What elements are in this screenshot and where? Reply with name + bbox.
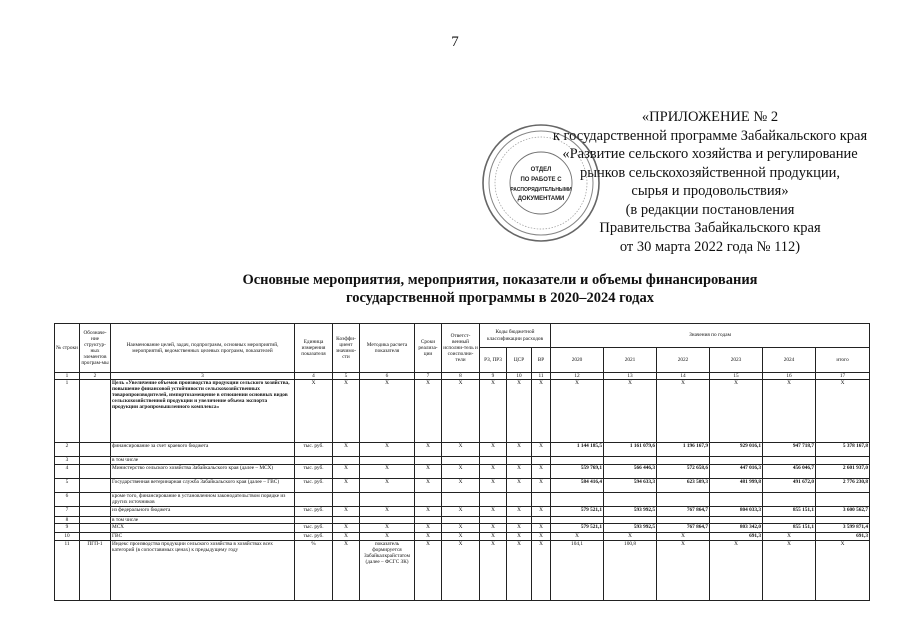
rz-code	[480, 493, 507, 507]
unit: тыс. руб.	[295, 507, 333, 517]
row-name: в том числе	[111, 517, 295, 524]
rz-code: Х	[480, 380, 507, 443]
row-number: 9	[55, 524, 80, 533]
structure-code	[80, 443, 111, 457]
csr-code: Х	[507, 541, 532, 601]
responsible	[442, 457, 480, 465]
table-row	[55, 493, 870, 507]
column-number: 1	[55, 373, 80, 380]
appendix-line: «ПРИЛОЖЕНИЕ № 2	[641, 109, 779, 125]
column-number: 9	[480, 373, 507, 380]
value-total: 5 378 167,8	[816, 443, 870, 457]
table-row	[55, 541, 870, 601]
table-row	[55, 533, 870, 541]
title-line: государственной программы в 2020–2024 годах	[346, 290, 654, 306]
value-year: 593 992,5	[604, 524, 657, 533]
value-year: Х	[551, 380, 604, 443]
unit: тыс. руб.	[295, 479, 333, 493]
appendix-line: рынков сельскохозяйственной продукции,	[580, 164, 840, 181]
table-row	[55, 465, 870, 479]
column-number: 2	[80, 373, 111, 380]
responsible: Х	[442, 380, 480, 443]
unit: тыс. руб.	[295, 524, 333, 533]
header-name: Наименование целей, задач, подпрограмм, основных мероприятий, мероприятий, ведомственных целевых программ, показателей	[111, 324, 295, 373]
row-name: Индекс производства продукции сельского хозяйства в хозяйствах всех категорий (в сопоставимых ценах) к предыдущему году	[111, 541, 295, 601]
value-year: Х	[604, 533, 657, 541]
value-total	[816, 457, 870, 465]
value-year: Х	[763, 380, 816, 443]
row-number: 6	[55, 493, 80, 507]
table-row	[55, 457, 870, 465]
value-year	[551, 457, 604, 465]
csr-code: Х	[507, 465, 532, 479]
unit: Х	[295, 380, 333, 443]
csr-code: Х	[507, 507, 532, 517]
header-year: 2023	[710, 348, 763, 373]
structure-code: ПГП-1	[80, 541, 111, 601]
unit	[295, 493, 333, 507]
value-year	[657, 517, 710, 524]
header-term: Сроки реализа-ции	[415, 324, 442, 373]
value-year	[551, 517, 604, 524]
vr-code: Х	[532, 443, 551, 457]
value-year: 855 151,1	[763, 507, 816, 517]
value-total: Х	[816, 380, 870, 443]
coefficient: Х	[333, 533, 360, 541]
column-number: 10	[507, 373, 532, 380]
value-year: 579 521,1	[551, 507, 604, 517]
row-number: 1	[55, 380, 80, 443]
row-number: 2	[55, 443, 80, 457]
row-number: 4	[55, 465, 80, 479]
header-vr: ВР	[532, 348, 551, 373]
value-total: 2 601 937,0	[816, 465, 870, 479]
csr-code	[507, 457, 532, 465]
header-budget-codes: Коды бюджетной классификации расходов	[480, 324, 551, 348]
value-year	[604, 493, 657, 507]
method: Х	[360, 507, 415, 517]
value-year: Х	[763, 541, 816, 601]
header-responsible: Ответст-венный исполни-тель и соисполни-тели	[442, 324, 480, 373]
term: Х	[415, 479, 442, 493]
value-year: 584 416,4	[551, 479, 604, 493]
coefficient: Х	[333, 541, 360, 601]
value-year: 593 992,5	[604, 507, 657, 517]
row-name: финансирование за счет краевого бюджета	[111, 443, 295, 457]
value-year	[657, 493, 710, 507]
structure-code	[80, 533, 111, 541]
row-number: 8	[55, 517, 80, 524]
csr-code: Х	[507, 524, 532, 533]
value-year: Х	[657, 533, 710, 541]
value-year: Х	[551, 533, 604, 541]
value-year: 572 658,6	[657, 465, 710, 479]
unit: тыс. руб.	[295, 533, 333, 541]
header-code: Обозначе-ние структур-ных элементов програм-мы	[80, 324, 111, 373]
header-year: 2020	[551, 348, 604, 373]
value-year: 579 521,1	[551, 524, 604, 533]
header-rz: РЗ, ПР3	[480, 348, 507, 373]
method: Х	[360, 380, 415, 443]
value-year: 594 633,3	[604, 479, 657, 493]
vr-code: Х	[532, 507, 551, 517]
value-year: 691,3	[710, 533, 763, 541]
column-numbers-row	[55, 373, 870, 380]
csr-code	[507, 517, 532, 524]
table-row	[55, 517, 870, 524]
value-year: 104,1	[551, 541, 604, 601]
structure-code	[80, 479, 111, 493]
table-row	[55, 380, 870, 443]
stamp-text: ПО РАБОТЕ С	[520, 177, 562, 183]
rz-code: Х	[480, 541, 507, 601]
value-year: Х	[604, 380, 657, 443]
value-year: 100,8	[604, 541, 657, 601]
csr-code	[507, 493, 532, 507]
column-number: 15	[710, 373, 763, 380]
vr-code: Х	[532, 533, 551, 541]
term: Х	[415, 380, 442, 443]
value-year: 1 196 167,9	[657, 443, 710, 457]
value-year	[604, 457, 657, 465]
term	[415, 517, 442, 524]
value-year: 566 446,3	[604, 465, 657, 479]
header-method: Методика расчета показателя	[360, 324, 415, 373]
row-number: 3	[55, 457, 80, 465]
column-number: 12	[551, 373, 604, 380]
vr-code: Х	[532, 479, 551, 493]
rz-code: Х	[480, 524, 507, 533]
column-number: 11	[532, 373, 551, 380]
value-year: 1 144 185,5	[551, 443, 604, 457]
value-year: 447 016,3	[710, 465, 763, 479]
csr-code: Х	[507, 443, 532, 457]
vr-code: Х	[532, 524, 551, 533]
term: Х	[415, 465, 442, 479]
title-line: Основные мероприятия, мероприятия, показатели и объемы финансирования	[242, 272, 758, 288]
column-number: 17	[816, 373, 870, 380]
rz-code	[480, 517, 507, 524]
column-number: 16	[763, 373, 816, 380]
row-name: в том числе	[111, 457, 295, 465]
value-year: 767 864,7	[657, 524, 710, 533]
coefficient: Х	[333, 380, 360, 443]
structure-code	[80, 465, 111, 479]
method: Х	[360, 479, 415, 493]
value-year: 456 046,7	[763, 465, 816, 479]
coefficient	[333, 517, 360, 524]
table-row	[55, 443, 870, 457]
column-number: 14	[657, 373, 710, 380]
term: Х	[415, 541, 442, 601]
value-year: 481 999,8	[710, 479, 763, 493]
responsible: Х	[442, 507, 480, 517]
table-row	[55, 524, 870, 533]
value-year	[604, 517, 657, 524]
appendix-line: к государственной программе Забайкальского края	[552, 127, 868, 144]
table-row	[55, 507, 870, 517]
row-name: МСХ	[111, 524, 295, 533]
rz-code: Х	[480, 533, 507, 541]
term	[415, 493, 442, 507]
row-number: 10	[55, 533, 80, 541]
value-year	[763, 517, 816, 524]
row-name: Цель «Увеличение объемов производства продукции сельского хозяйства, повышение финансовой устойчивости сельскохозяйственных товаропроизводителей, импортозамещение в отношении основных видов сельскохозяйственной продукции и увеличение объема экспорта продукции агропромышленного комплекса»	[111, 380, 295, 443]
unit: %	[295, 541, 333, 601]
header-csr: ЦСР	[507, 348, 532, 373]
row-number: 7	[55, 507, 80, 517]
vr-code: Х	[532, 380, 551, 443]
method	[360, 457, 415, 465]
coefficient	[333, 457, 360, 465]
responsible	[442, 493, 480, 507]
appendix-line: (в редакции постановления	[625, 201, 795, 218]
term: Х	[415, 507, 442, 517]
coefficient: Х	[333, 465, 360, 479]
structure-code	[80, 457, 111, 465]
header-year: 2024	[763, 348, 816, 373]
rz-code: Х	[480, 465, 507, 479]
responsible: Х	[442, 465, 480, 479]
header-unit: Единица измерения показателя	[295, 324, 333, 373]
coefficient: Х	[333, 524, 360, 533]
csr-code: Х	[507, 380, 532, 443]
rz-code: Х	[480, 479, 507, 493]
unit	[295, 457, 333, 465]
value-year: 1 161 079,6	[604, 443, 657, 457]
responsible: Х	[442, 541, 480, 601]
method: Х	[360, 465, 415, 479]
term: Х	[415, 524, 442, 533]
table-row	[55, 479, 870, 493]
value-year	[763, 457, 816, 465]
appendix-line: от 30 марта 2022 года № 112)	[619, 238, 801, 255]
value-year: Х	[710, 380, 763, 443]
value-year: 559 769,1	[551, 465, 604, 479]
structure-code	[80, 507, 111, 517]
value-year	[710, 493, 763, 507]
vr-code: Х	[532, 541, 551, 601]
csr-code: Х	[507, 479, 532, 493]
value-year: 491 672,0	[763, 479, 816, 493]
unit	[295, 517, 333, 524]
value-year: 803 342,0	[710, 524, 763, 533]
column-number: 8	[442, 373, 480, 380]
document-title	[100, 271, 900, 307]
coefficient: Х	[333, 443, 360, 457]
method	[360, 493, 415, 507]
value-total	[816, 517, 870, 524]
column-number: 6	[360, 373, 415, 380]
value-total: 3 600 562,7	[816, 507, 870, 517]
term	[415, 457, 442, 465]
responsible: Х	[442, 524, 480, 533]
header-values: Значения по годам	[551, 324, 870, 348]
value-year: 855 151,1	[763, 524, 816, 533]
method: показатель формируется Забайкалкрайстатом (далее – ФСГС ЗК)	[360, 541, 415, 601]
responsible: Х	[442, 533, 480, 541]
coefficient: Х	[333, 507, 360, 517]
header-coef: Коэффи-циент значимо-сти	[333, 324, 360, 373]
row-number: 11	[55, 541, 80, 601]
unit: тыс. руб.	[295, 465, 333, 479]
value-total	[816, 493, 870, 507]
rz-code	[480, 457, 507, 465]
method: Х	[360, 524, 415, 533]
header-year: 2022	[657, 348, 710, 373]
value-year: Х	[657, 380, 710, 443]
method	[360, 517, 415, 524]
value-year: 929 016,1	[710, 443, 763, 457]
value-year	[763, 493, 816, 507]
value-year: Х	[657, 541, 710, 601]
column-number: 3	[111, 373, 295, 380]
header-total: итого	[816, 348, 870, 373]
vr-code	[532, 493, 551, 507]
method: Х	[360, 533, 415, 541]
responsible: Х	[442, 479, 480, 493]
value-year: Х	[763, 533, 816, 541]
structure-code	[80, 493, 111, 507]
row-name: из федерального бюджета	[111, 507, 295, 517]
csr-code: Х	[507, 533, 532, 541]
responsible	[442, 517, 480, 524]
program-table	[54, 323, 870, 601]
value-year: 804 033,3	[710, 507, 763, 517]
rz-code: Х	[480, 443, 507, 457]
appendix-line: Правительства Забайкальского края	[599, 220, 821, 236]
stamp-text: ОТДЕЛ	[530, 167, 552, 173]
value-total: 3 599 871,4	[816, 524, 870, 533]
value-total: Х	[816, 541, 870, 601]
method: Х	[360, 443, 415, 457]
column-number: 7	[415, 373, 442, 380]
term: Х	[415, 533, 442, 541]
value-year: 947 718,7	[763, 443, 816, 457]
coefficient: Х	[333, 479, 360, 493]
appendix-line: сырья и продовольствия»	[631, 183, 789, 199]
value-year: Х	[710, 541, 763, 601]
structure-code	[80, 517, 111, 524]
unit: тыс. руб.	[295, 443, 333, 457]
stamp-text: ДОКУМЕНТАМИ	[517, 196, 565, 202]
row-number: 5	[55, 479, 80, 493]
term: Х	[415, 443, 442, 457]
column-number: 5	[333, 373, 360, 380]
structure-code	[80, 380, 111, 443]
round-stamp	[480, 122, 602, 244]
row-name: кроме того, финансирование в установленном законодательством порядке из других источников	[111, 493, 295, 507]
rz-code: Х	[480, 507, 507, 517]
page-number: 7	[451, 34, 459, 50]
row-name: ГВС	[111, 533, 295, 541]
vr-code	[532, 457, 551, 465]
column-number: 4	[295, 373, 333, 380]
value-year	[710, 517, 763, 524]
value-total: 2 776 230,8	[816, 479, 870, 493]
stamp-text: РАСПОРЯДИТЕЛЬНЫМИ	[510, 187, 572, 193]
value-year	[657, 457, 710, 465]
value-year	[710, 457, 763, 465]
header-year: 2021	[604, 348, 657, 373]
value-total: 691,3	[816, 533, 870, 541]
vr-code: Х	[532, 465, 551, 479]
column-number: 13	[604, 373, 657, 380]
appendix-line: «Развитие сельского хозяйства и регулирование	[562, 146, 858, 162]
responsible: Х	[442, 443, 480, 457]
vr-code	[532, 517, 551, 524]
structure-code	[80, 524, 111, 533]
coefficient	[333, 493, 360, 507]
row-name: Министерство сельского хозяйства Забайкальского края (далее – МСХ)	[111, 465, 295, 479]
row-name: Государственная ветеринарная служба Забайкальского края (далее – ГВС)	[111, 479, 295, 493]
value-year: 767 864,7	[657, 507, 710, 517]
value-year	[551, 493, 604, 507]
header-num: № строки	[55, 324, 80, 373]
value-year: 623 509,3	[657, 479, 710, 493]
